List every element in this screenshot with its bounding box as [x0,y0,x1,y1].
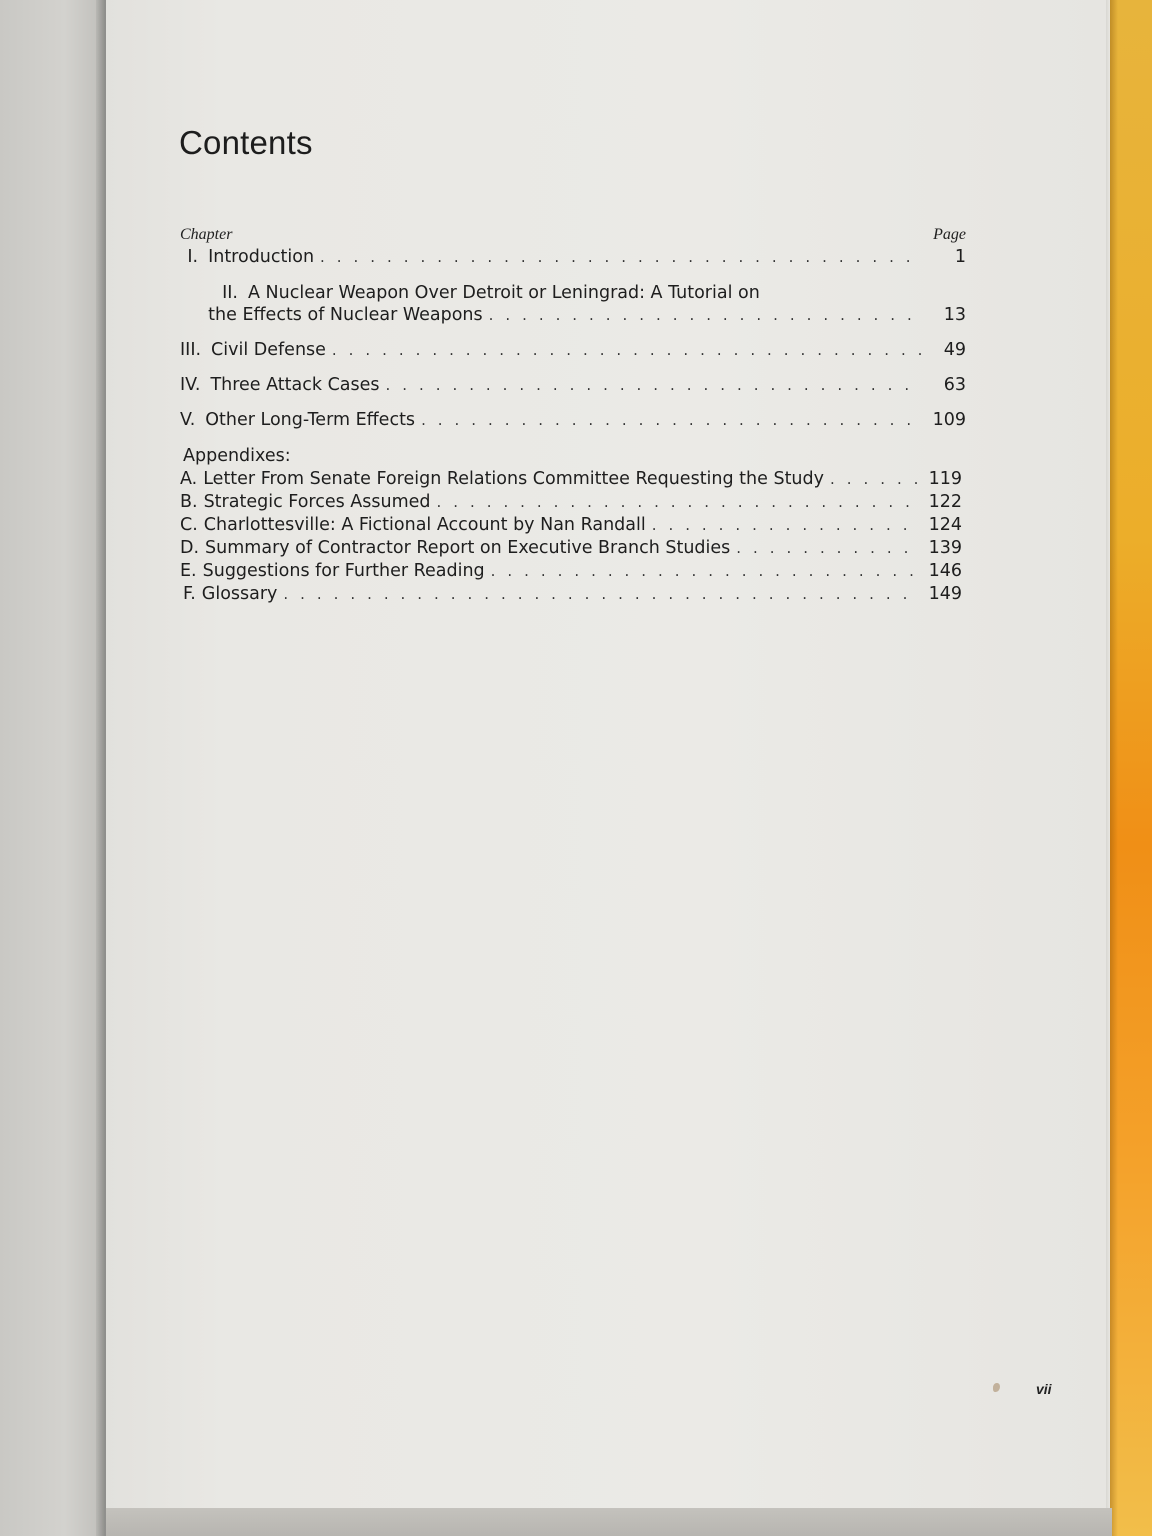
chapter-title: Three Attack Cases [210,375,380,395]
appendix-title: Letter From Senate Foreign Relations Committee Requesting the Study [203,469,824,489]
chapter-number: II. [222,283,238,303]
appendixes-heading: Appendixes: [183,446,291,466]
chapter-title-continued: the Effects of Nuclear Weapons [208,305,483,325]
page-folio: vii [1036,1381,1052,1397]
toc-entry-chapter-1[interactable] [180,247,966,267]
appendix-title: Strategic Forces Assumed [203,492,431,512]
page-number: 146 [928,561,962,581]
toc-entry-appendix-e[interactable] [180,561,962,581]
page-number: 139 [928,538,962,558]
dot-leader [332,341,922,359]
chapter-number: IV. [180,375,201,395]
chapter-column-header: Chapter [180,226,233,243]
page-number: 49 [943,340,966,360]
chapter-title: A Nuclear Weapon Over Detroit or Leningrad: A Tutorial on [248,283,760,303]
page-number: 13 [943,305,966,325]
chapter-title: Introduction [208,247,315,267]
appendix-letter: C. [180,515,198,535]
chapter-title: Civil Defense [211,340,326,360]
page-number: 63 [943,375,966,395]
appendix-title: Charlottesville: A Fictional Account by Nan Randall [203,515,646,535]
chapter-number: V. [180,410,196,430]
appendix-letter: B. [180,492,198,512]
page-number: 119 [928,469,962,489]
dot-leader [489,306,922,324]
page-title: Contents [179,124,313,161]
page-number: 1 [954,247,966,267]
appendix-letter: D. [180,538,200,558]
appendix-letter: E. [180,561,197,581]
toc-entry-chapter-2-continued[interactable] [180,305,966,325]
toc-entry-appendix-d[interactable] [180,538,962,558]
chapter-number: III. [180,340,202,360]
appendix-title: Suggestions for Further Reading [202,561,485,581]
page-bottom-edge [106,1508,1112,1536]
cover-shadow [1110,0,1118,1536]
toc-entry-chapter-3[interactable] [180,340,966,360]
dot-leader [283,585,918,603]
page-number: 122 [928,492,962,512]
chapter-number: I. [187,247,199,267]
page-number: 149 [928,584,962,604]
page-number: 109 [932,410,966,430]
toc-entry-appendix-b[interactable] [180,492,962,512]
page-number: 124 [928,515,962,535]
chapter-title: Other Long-Term Effects [205,410,416,430]
facing-page [0,0,108,1536]
dot-leader [320,248,922,266]
dot-leader [491,562,918,580]
appendix-title: Glossary [201,584,278,604]
dot-leader [386,376,922,394]
dot-leader [736,539,918,557]
dot-leader [437,493,919,511]
appendix-letter: A. [180,469,198,489]
page-column-header: Page [933,226,966,243]
dot-leader [421,411,922,429]
appendix-title: Summary of Contractor Report on Executive Branch Studies [205,538,731,558]
toc-entry-chapter-4[interactable] [180,375,966,395]
toc-entry-appendix-a[interactable] [180,469,962,489]
toc-entry-chapter-5[interactable] [180,410,966,430]
toc-entry-appendix-c[interactable] [180,515,962,535]
toc-entry-chapter-2[interactable] [180,283,966,303]
appendix-letter: F. [182,584,196,604]
dot-leader [830,470,918,488]
dot-leader [652,516,918,534]
toc-entry-appendix-f[interactable] [180,584,962,604]
